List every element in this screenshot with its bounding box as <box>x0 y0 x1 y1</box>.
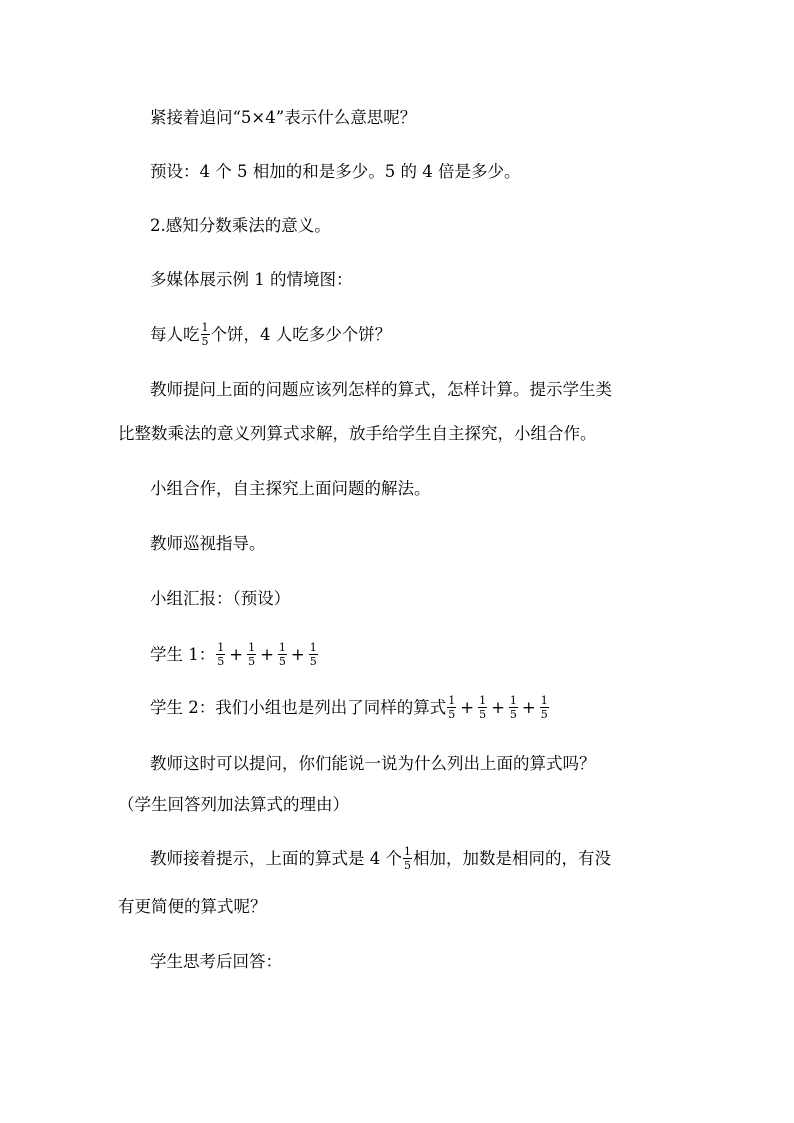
section-heading-fraction-multiplication: 2.感知分数乘法的意义。 <box>150 216 331 235</box>
text-segment: 个饼，4 人吃多少个饼？ <box>210 325 392 344</box>
text-segment: 每人吃 <box>150 325 200 344</box>
paragraph-teacher-guidance: 教师巡视指导。 <box>150 534 266 553</box>
plus-sign: + <box>260 645 274 664</box>
fraction-one-fifth: $\frac{1}{5}$ <box>404 845 411 872</box>
fraction-one-fifth: $\frac{1}{5}$ <box>509 694 517 721</box>
fraction-one-fifth: $\frac{1}{5}$ <box>479 694 487 721</box>
paragraph-teacher-question-line2: 比整数乘法的意义列算式求解，放手给学生自主探究，小组合作。 <box>118 424 597 443</box>
paragraph-student-think: 学生思考后回答： <box>150 952 282 971</box>
fraction-one-fifth: $\frac{1}{5}$ <box>540 694 548 721</box>
fraction-one-fifth: $\frac{1}{5}$ <box>248 641 256 668</box>
plus-sign: + <box>491 698 505 717</box>
plus-sign: + <box>229 645 244 664</box>
plus-sign: + <box>290 645 305 664</box>
fraction-one-fifth: $\frac{1}{5}$ <box>448 694 456 721</box>
paragraph-preset-answer: 预设：4 个 5 相加的和是多少。5 的 4 倍是多少。 <box>150 162 521 181</box>
plus-sign: + <box>460 698 475 717</box>
student-1-label: 学生 1： <box>150 645 216 664</box>
paragraph-teacher-prompt-line1: 教师这时可以提问，你们能说一说为什么列出上面的算式吗？ <box>150 754 596 773</box>
paragraph-teacher-hint-line2: 有更简便的算式呢？ <box>118 897 267 916</box>
student-2-label: 学生 2：我们小组也是列出了同样的算式 <box>150 698 447 717</box>
paragraph-example-problem <box>150 323 391 348</box>
fraction-one-fifth: $\frac{1}{5}$ <box>201 321 209 348</box>
plus-sign: + <box>521 698 536 717</box>
paragraph-question-5x4: 紧接着追问“5×4”表示什么意思呢？ <box>150 108 417 127</box>
paragraph-student-2 <box>150 696 550 721</box>
paragraph-teacher-prompt-line2: （学生回答列加法算式的理由） <box>118 795 349 814</box>
text-segment: 相加，加数是相同的，有没 <box>413 849 611 868</box>
fraction-one-fifth: $\frac{1}{5}$ <box>278 641 286 668</box>
paragraph-group-cooperation: 小组合作，自主探究上面问题的解法。 <box>150 479 431 498</box>
text-segment: 教师接着提示，上面的算式是 4 个 <box>150 849 402 868</box>
paragraph-teacher-question-line1: 教师提问上面的问题应该列怎样的算式，怎样计算。提示学生类 <box>150 380 612 399</box>
paragraph-multimedia-example: 多媒体展示例 1 的情境图： <box>150 270 353 289</box>
paragraph-group-report: 小组汇报：（预设） <box>150 589 291 608</box>
paragraph-student-1 <box>150 643 319 668</box>
fraction-one-fifth: $\frac{1}{5}$ <box>217 641 225 668</box>
fraction-one-fifth: $\frac{1}{5}$ <box>309 641 317 668</box>
paragraph-teacher-hint-line1 <box>150 847 611 872</box>
